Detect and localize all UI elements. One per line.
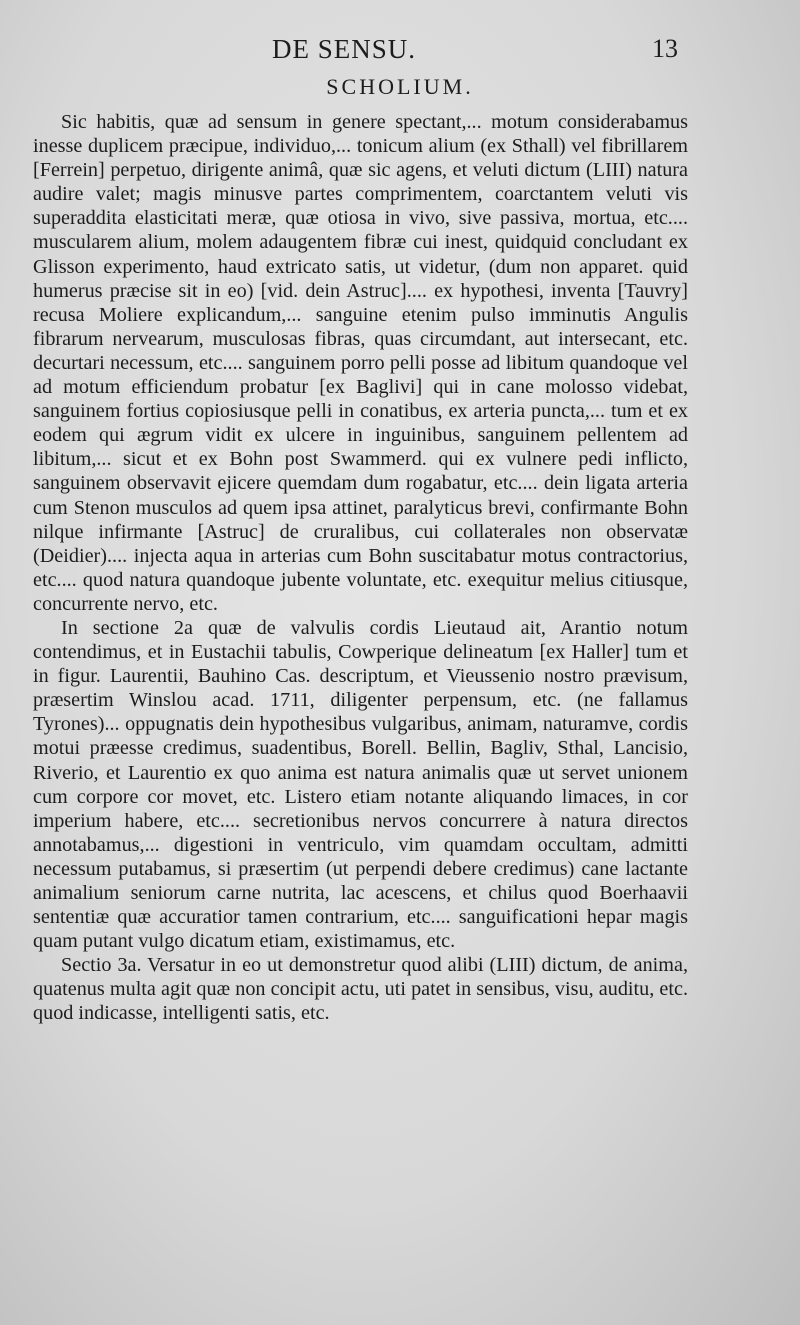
paragraph-3: Sectio 3a. Versatur in eo ut demonstretur quod alibi (LIII) dictum, de anima, quatenus multa agit quæ non concipit actu, uti patet in sensibus, visu, auditu, etc. quod indicasse, intelligenti satis, etc. — [33, 954, 688, 1025]
section-heading: SCHOLIUM. — [326, 74, 474, 99]
paragraph-1: Sic habitis, quæ ad sensum in genere spectant,... motum considerabamus inesse duplicem præcipue, individuo,... tonicum alium (ex Sthall) vel fibrillarem [Ferrein] perpetuo, dirigente animâ, quæ sic agens, et veluti dictum (LIII) natura audire valet; magis minusve partes comprimentem, coarctantem veluti vis superaddita elasticitati meræ, quæ otiosa in vivo, sive passiva, mortua, etc.... muscularem alium, molem adaugentem fibræ cui inest, quidquid concludant ex Glisson experimento, haud extricato satis, ut videtur, (dum non apparet. quid humerus præcise sit in eo) [vid. dein Astruc].... ex hypothesi, inventa [Tauvry] recusa Moliere explicandum,... sanguine etenim pulso imminutis Angulis fibrarum nervearum, musculosas fibras, quas circumdant, aut intersecant, etc. decurtari necessum, etc.... sanguinem porro pelli posse ad libitum quandoque vel ad motum efficiendum probatur [ex Baglivi] qui in cane molosso videbat, sanguinem fortius copiosiusque pelli in conatibus, ex arteria puncta,... tum et ex eodem qui ægrum vidit ex ulcere in inguinibus, sanguinem pellentem ad libitum,... sicut et ex Bohn post Swammerd. qui ex vulnere pedi inflicto, sanguinem observavit ejicere quemdam dum rogabatur, etc.... dein ligata arteria cum Stenon musculos ad quem ipsa attinet, paralyticus brevi, confirmante Bohn nilque infirmante [Astruc] de cruralibus, cui collaterales non observatæ (Deidier).... injecta aqua in arterias cum Bohn suscitabatur motus contractorius, etc.... quod natura quandoque jubente voluntate, etc. exequitur melius citiusque, concurrente nervo, etc. — [33, 111, 688, 615]
running-title: DE SENSU. — [272, 34, 417, 64]
body-text — [33, 110, 688, 1026]
page-number: 13 — [652, 34, 678, 63]
paragraph-2: In sectione 2a quæ de valvulis cordis Lieutaud ait, Arantio notum contendimus, et in Eustachii tabulis, Cowperique delineatum [ex Haller] tum et in figur. Laurentii, Bauhino Cas. descriptum, et Vieussenio nostro prævisum, præsertim Winslou acad. 1711, diligenter perpensum, etc. (ne fallamus Tyrones)... oppugnatis dein hypothesibus vulgaribus, animam, naturamve, cordis motui præesse credimus, suadentibus, Borell. Bellin, Bagliv, Sthal, Lancisio, Riverio, et Laurentio ex quo anima est natura animalis quæ ut servet unionem cum corpore cor movet, etc. Listero etiam notante aliquando limaces, in cor imperium habere, etc.... secretionibus nervos concurrere à natura directos annotabamus,... digestioni in ventriculo, vim quamdam occultam, admitti necessum putabamus, si præsertim (ut perpendi debere credimus) cane lactante animalium seniorum carne nutrita, lac acescens, et chilus quod Boerhaavii sententiæ quæ accuratior tamen contrarium, etc.... sanguificationi hepar magis quam putant vulgo dicatum etiam, existimamus, etc. — [33, 616, 688, 953]
running-head — [0, 34, 800, 70]
